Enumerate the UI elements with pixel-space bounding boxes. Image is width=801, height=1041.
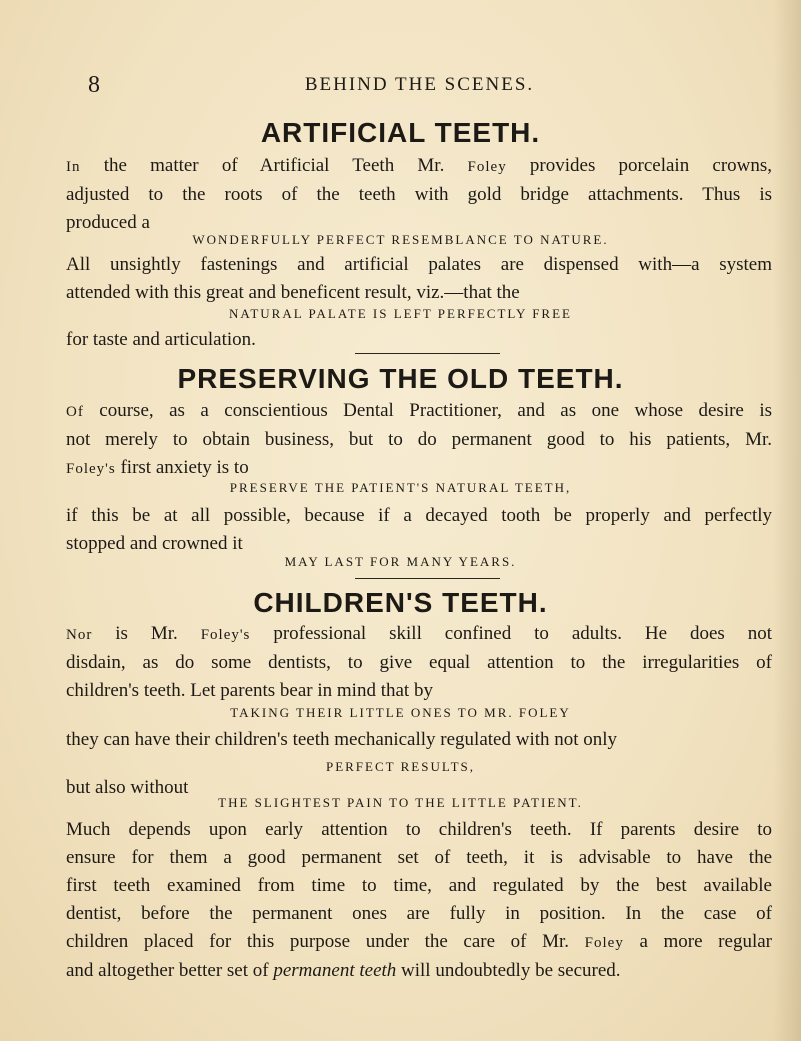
paragraph-children-2 <box>66 726 772 754</box>
text-line: first teeth examined from time to time, and regulated by the best available <box>66 875 772 896</box>
text-line: children's teeth. Let parents bear in mind that by <box>66 680 433 701</box>
text-line: not merely to obtain business, but to do permanent good to his patients, Mr. <box>66 429 772 450</box>
caps-line: MAY LAST FOR MANY YEARS. <box>284 554 517 569</box>
text-line: In the matter of Artificial Teeth Mr. Foley provides porcelain crowns, <box>66 155 773 176</box>
text-line: Of course, as a conscientious Dental Practitioner, and as one whose desire is <box>66 400 772 421</box>
text-line: adjusted to the roots of the teeth with gold bridge attachments. Thus is <box>66 184 772 205</box>
heading-preserving-old-teeth: PRESERVING THE OLD TEETH. <box>177 363 624 394</box>
caps-line: TAKING THEIR LITTLE ONES TO MR. FOLEY <box>230 705 571 720</box>
caps-line: PERFECT RESULTS, <box>325 759 476 774</box>
paragraph-children-4 <box>66 816 772 985</box>
text-line: Foley's first anxiety is to <box>66 457 249 478</box>
caps-line: WONDERFULLY PERFECT RESEMBLANCE TO NATURE. <box>192 232 609 247</box>
paragraph-artificial-3 <box>66 326 772 354</box>
text-line: dentist, before the permanent ones are fully in position. In the case of <box>66 903 772 924</box>
heading-childrens-teeth: CHILDREN'S TEETH. <box>253 587 548 618</box>
text-line: Much depends upon early attention to children's teeth. If parents desire to <box>66 819 772 840</box>
paragraph-artificial-2 <box>66 251 772 307</box>
section-divider <box>355 578 500 579</box>
text-line: and altogether better set of permanent teeth will undoubtedly be secured. <box>66 960 621 981</box>
text-line: All unsightly fastenings and artificial palates are dispensed with—a system <box>66 254 772 275</box>
heading-artificial-teeth: ARTIFICIAL TEETH. <box>260 117 541 148</box>
caps-line: NATURAL PALATE IS LEFT PERFECTLY FREE <box>229 306 572 321</box>
text-line: if this be at all possible, because if a decayed tooth be properly and perfectly <box>66 505 772 526</box>
text-line: ensure for them a good permanent set of teeth, it is advisable to have the <box>66 847 772 868</box>
text-line: for taste and articulation. <box>66 329 256 350</box>
text-line: Nor is Mr. Foley's professional skill confined to adults. He does not <box>66 623 772 644</box>
running-title: BEHIND THE SCENES. <box>304 74 535 95</box>
paragraph-artificial-1 <box>66 152 772 237</box>
text-line: attended with this great and beneficent result, viz.—that the <box>66 282 520 303</box>
page-header <box>88 72 751 104</box>
text-line: children placed for this purpose under the care of Mr. Foley a more regular <box>66 931 772 952</box>
page-edge-shadow <box>773 0 801 1041</box>
text-line: they can have their children's teeth mechanically regulated with not only <box>66 729 618 750</box>
text-line: stopped and crowned it <box>66 533 243 554</box>
paragraph-preserving-2 <box>66 502 772 558</box>
caps-line: PRESERVE THE PATIENT'S NATURAL TEETH, <box>229 480 572 495</box>
caps-line: THE SLIGHTEST PAIN TO THE LITTLE PATIENT. <box>218 795 583 810</box>
section-divider <box>355 353 500 354</box>
paragraph-children-1 <box>66 620 772 705</box>
text-line: produced a <box>66 212 150 233</box>
text-line: but also without <box>66 777 189 798</box>
page-number: 8 <box>88 72 100 98</box>
text-line: disdain, as do some dentists, to give equal attention to the irregularities of <box>66 652 772 673</box>
paragraph-preserving-1 <box>66 397 772 483</box>
